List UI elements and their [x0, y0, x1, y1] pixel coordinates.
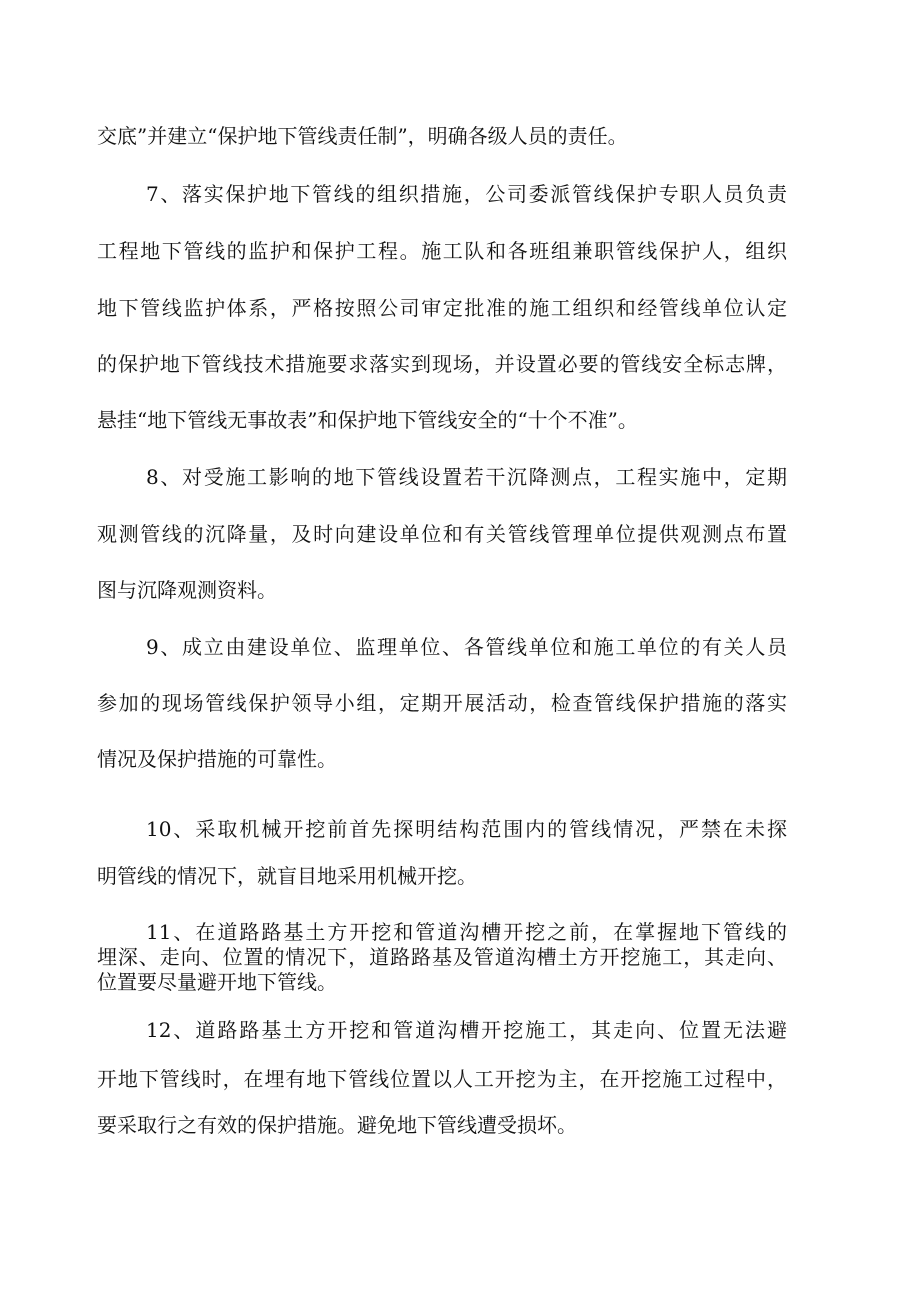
text-line: 7、落实保护地下管线的组织措施，公司委派管线保护专职人员负责	[146, 182, 787, 206]
text-line: 8、对受施工影响的地下管线设置若干沉降测点，工程实施中，定期	[146, 465, 787, 489]
text-line: 情况及保护措施的可靠性。	[97, 747, 337, 771]
text-line: 悬挂“地下管线无事故表”和保护地下管线安全的“十个不准”。	[97, 408, 638, 432]
text-line: 位置要尽量避开地下管线。	[97, 970, 337, 994]
text-line: 观测管线的沉降量，及时向建设单位和有关管线管理单位提供观测点布置	[97, 522, 787, 546]
text-line: 开地下管线时，在埋有地下管线位置以人工开挖为主，在开挖施工过程中，	[97, 1067, 787, 1091]
text-line: 地下管线监护体系，严格按照公司审定批准的施工组织和经管线单位认定	[97, 296, 787, 320]
text-line: 9、成立由建设单位、监理单位、各管线单位和施工单位的有关人员	[146, 635, 787, 659]
text-line: 的保护地下管线技术措施要求落实到现场，并设置必要的管线安全标志牌，	[97, 352, 787, 376]
text-line: 要采取行之有效的保护措施。避免地下管线遭受损坏。	[97, 1113, 577, 1137]
text-line: 11、在道路路基土方开挖和管道沟槽开挖之前，在掌握地下管线的	[146, 920, 787, 944]
text-line: 图与沉降观测资料。	[97, 578, 277, 602]
text-line: 交底”并建立“保护地下管线责任制”，明确各级人员的责任。	[97, 124, 628, 148]
text-line: 埋深、走向、位置的情况下，道路路基及管道沟槽土方开挖施工，其走向、	[97, 945, 787, 969]
text-line: 工程地下管线的监护和保护工程。施工队和各班组兼职管线保护人，组织	[97, 239, 787, 263]
text-line: 12、道路路基土方开挖和管道沟槽开挖施工，其走向、位置无法避	[146, 1018, 787, 1042]
text-line: 明管线的情况下，就盲目地采用机械开挖。	[97, 864, 477, 888]
text-line: 10、采取机械开挖前首先探明结构范围内的管线情况，严禁在未探	[146, 817, 787, 841]
text-line: 参加的现场管线保护领导小组，定期开展活动，检查管线保护措施的落实	[97, 691, 787, 715]
